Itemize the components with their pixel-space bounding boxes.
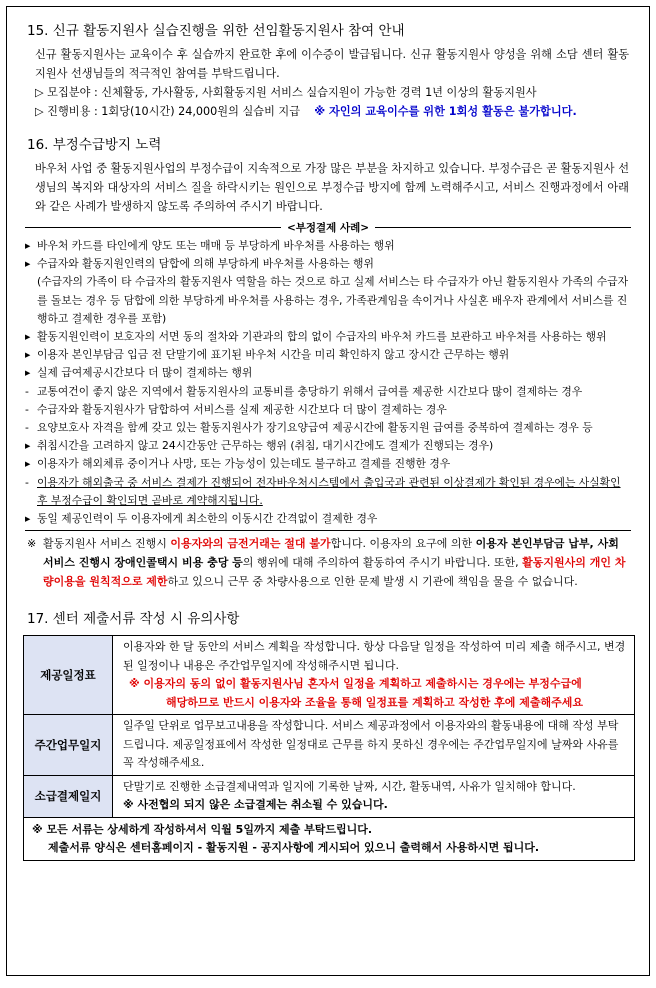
- section-15: [17, 21, 639, 121]
- row-header-schedule: 제공일정표: [24, 636, 113, 715]
- table-footer-note: ※ 모든 서류는 상세하게 작성하셔서 익월 5일까지 제출 부탁드립니다. 제출서류 양식은 센터홈페이지 - 활동지원 - 공지사항에 게시되어 있으니 출력해서 사용하시면 됩니다.: [24, 817, 635, 860]
- fraud-cases-divider: [25, 220, 631, 235]
- divider-line-left: [25, 227, 281, 228]
- section-16-warning: ※ 활동지원사 서비스 진행시 이용자와의 금전거래는 절대 불가합니다. 이용자의 요구에 의한 이용자 본인부담금 납부, 사회서비스 진행시 장애인콜택시 비용 충당 등의 행위에 대해 주의하여 활동하여 주시기 바랍니다. 또한, 활동지원사의 개인 차량이용을 원칙적으로 제한하고 있으니 근무 중 차량사용으로 인한 문제 발생 시 기관에 책임을 물을 수 없습니다.: [27, 537, 626, 589]
- section-16: [17, 135, 639, 591]
- fraud-case-item: (수급자의 가족이 타 수급자의 활동지원사 역할을 하는 것으로 하고 실제 서비스는 타 수급자가 아닌 활동지원사 가족의 수급자를 돌보는 경우 등 담합에 의한 부당하게 바우처를 사용하는 경우, 가족관계임을 속이거나 사실혼 배우자 관계에서 서비스를 진행하고 결제한 경우를 포함): [37, 275, 629, 325]
- section-17: [17, 609, 639, 861]
- fraud-case-item: - 이용자가 해외출국 중 서비스 결제가 진행되어 전자바우처시스템에서 출입국과 관련된 이상결제가 확인된 경우에는 사실확인 후 부정수급이 확인되면 곧바로 계약해지됩니다.: [25, 475, 621, 507]
- section-16-intro: 바우처 사업 중 활동지원사업의 부정수급이 지속적으로 가장 많은 부분을 차지하고 있습니다. 부정수급은 곧 활동지원사 선생님의 복지와 대상자의 서비스 질을 하락시키는 원인으로 부정수급 방지에 함께 노력해주시고, 서비스 진행과정에서 아래와 같은 사례가 발생하지 않도록 주의하여 주시기 바랍니다.: [35, 162, 629, 213]
- section-16-title: 16. 부정수급방지 노력: [27, 137, 162, 153]
- divider-line-right: [375, 227, 631, 228]
- fraud-cases-label: <부정결제 사례>: [286, 222, 370, 234]
- cost-note: ※ 자인의 교육이수를 위한 1회성 활동은 불가합니다.: [314, 105, 577, 118]
- table-footer-row: [24, 817, 635, 860]
- section-17-title: 17. 센터 제출서류 작성 시 유의사항: [27, 611, 240, 628]
- fraud-case-item: ▸ 이용자 본인부담금 입금 전 단말기에 표기된 바우처 시간을 미리 확인하지 않고 장시간 근무하는 행위: [25, 348, 510, 362]
- fraud-case-item: ▸ 이용자가 해외체류 중이거나 사망, 또는 가능성이 있는데도 불구하고 결제를 진행한 경우: [25, 457, 451, 471]
- fraud-cases-bottom-rule: [25, 530, 631, 531]
- cost-line: [35, 102, 631, 121]
- submission-docs-table: [23, 635, 635, 861]
- cost-text: ▷ 진행비용 : 1회당(10시간) 24,000원의 실습비 지급: [35, 105, 301, 118]
- row-body-schedule: 이용자와 한 달 동안의 서비스 계획을 작성합니다. 항상 다음달 일정을 작성하여 미리 제출 해주시고, 변경된 일정이나 내용은 주간업무일지에 작성해주시면 됩니다. ※ 이용자의 동의 없이 활동지원사님 혼자서 일정을 계획하고 제출하시는 경우에는 부정수급에 해당하므로 반드시 이용자와 조율을 통해 일정표를 계획하고 작성한 후에 제출해주세요: [113, 636, 635, 715]
- fraud-case-item: - 수급자와 활동지원사가 담합하여 서비스를 실제 제공한 시간보다 더 많이 결제하는 경우: [25, 402, 447, 416]
- table-row: [24, 775, 635, 817]
- table-row: [24, 636, 635, 715]
- fraud-cases-list: [17, 237, 639, 528]
- document-page: [6, 6, 650, 976]
- fraud-case-item: ▸ 취침시간을 고려하지 않고 24시간동안 근무하는 행위 (취침, 대기시간에도 결제가 진행되는 경우): [25, 439, 494, 453]
- row-body-weekly-log: 일주일 단위로 업무보고내용을 작성합니다. 서비스 제공과정에서 이용자와의 활동내용에 대해 작성 부탁드립니다. 제공일정표에서 작성한 일정대로 근무를 하지 못하신 경우에는 주간업무일지에 날짜와 사유를 꼭 작성해주세요.: [113, 715, 635, 776]
- fraud-case-item: ▸ 동일 제공인력이 두 이용자에게 최소한의 이동시간 간격없이 결제한 경우: [25, 512, 378, 526]
- section-15-intro: 신규 활동지원사는 교육이수 후 실습까지 완료한 후에 이수증이 발급됩니다. 신규 활동지원사 양성을 위해 소담 센터 활동지원사 선생님들의 적극적인 참여를 부탁드립니다.: [35, 48, 629, 80]
- row-body-retro-payment: 단말기로 진행한 소급결제내역과 일지에 기록한 날짜, 시간, 활동내역, 사유가 일치해야 합니다. ※ 사전협의 되지 않은 소급결제는 취소될 수 있습니다.: [113, 775, 635, 817]
- section-15-title: 15. 신규 활동지원사 실습진행을 위한 선임활동지원사 참여 안내: [27, 23, 405, 39]
- fraud-case-item: ▸ 수급자와 활동지원인력의 담합에 의해 부당하게 바우처를 사용하는 행위: [25, 257, 374, 271]
- row-header-retro-payment: 소급결제일지: [24, 775, 113, 817]
- fraud-case-item: - 교통여건이 좋지 않은 지역에서 활동지원사의 교통비를 충당하기 위해서 급여를 제공한 시간보다 많이 결제하는 경우: [25, 384, 583, 398]
- fraud-case-item: ▸ 실제 급여제공시간보다 더 많이 결제하는 행위: [25, 366, 253, 380]
- recruit-field-line: ▷ 모집분야 : 신체활동, 가사활동, 사회활동지원 서비스 실습지원이 가능한 경력 1년 이상의 활동지원사: [35, 86, 537, 99]
- table-row: [24, 715, 635, 776]
- fraud-case-item: ▸ 바우처 카드를 타인에게 양도 또는 매매 등 부당하게 바우처를 사용하는 행위: [25, 239, 395, 252]
- row-header-weekly-log: 주간업무일지: [24, 715, 113, 776]
- fraud-case-item: ▸ 활동지원인력이 보호자의 서면 동의 절차와 기관과의 합의 없이 수급자의 바우처 카드를 보관하고 바우처를 사용하는 행위: [25, 330, 607, 344]
- fraud-case-item: - 요양보호사 자격을 함께 갖고 있는 활동지원사가 장기요양급여 제공시간에 활동지원 급여를 중복하여 결제하는 경우 등: [25, 421, 593, 435]
